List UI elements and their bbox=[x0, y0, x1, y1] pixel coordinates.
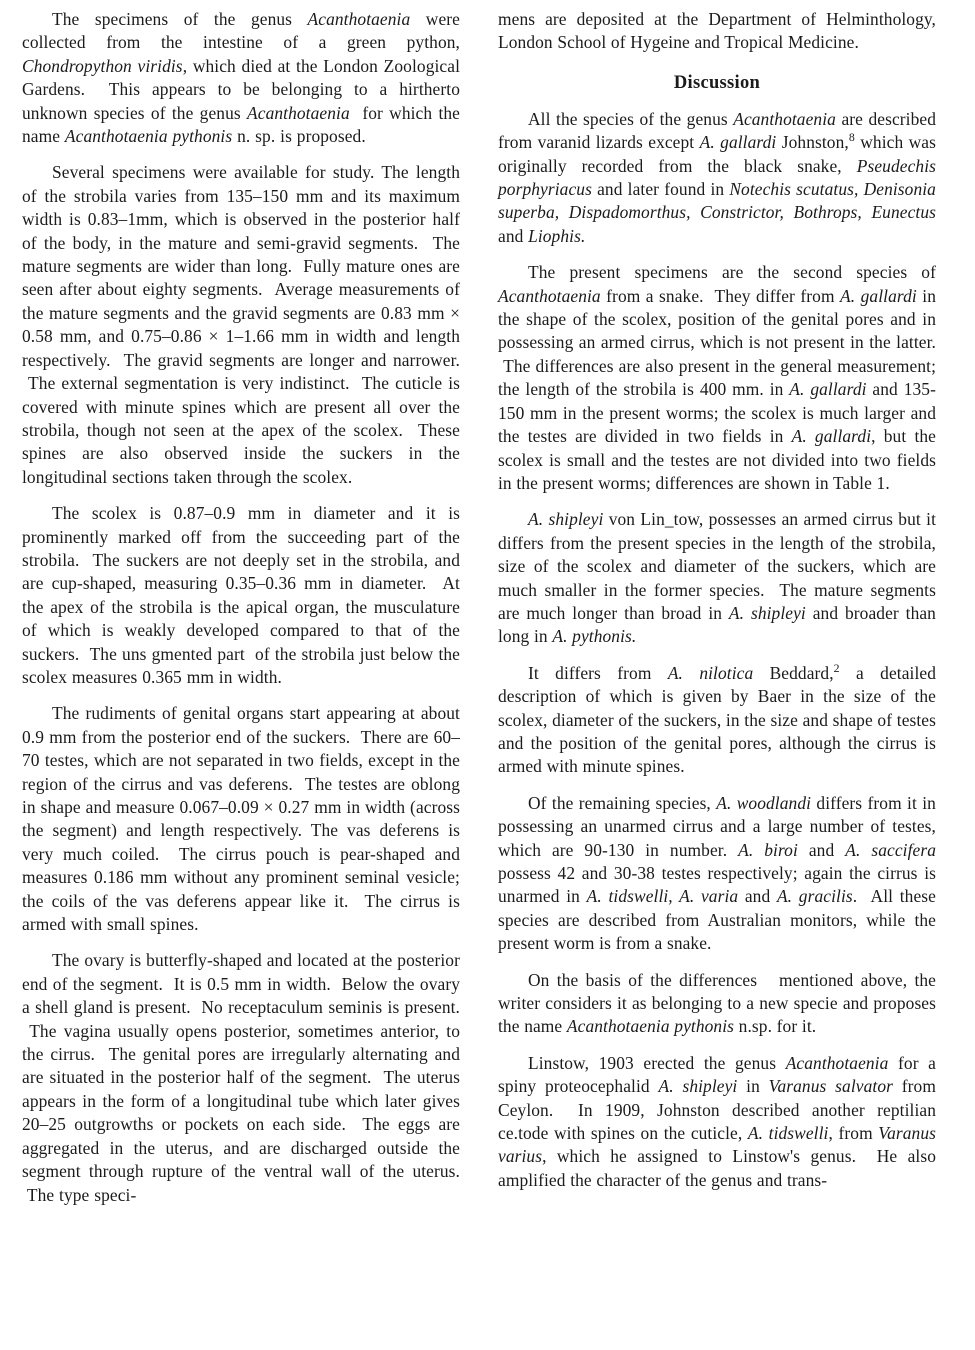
paragraph: On the basis of the differences mentioned above, the writer considers it as belonging to a new specie and proposes the name Acanthotaenia pythonis n.sp. for it. bbox=[498, 969, 936, 1037]
paragraph: The rudiments of genital organs start appearing at about 0.9 mm from the posterior end of the suckers. There are 60–70 testes, which are not separated in two fields, except in the region of the cirrus and vas deferens. The testes are oblong in shape and measure 0.067–0.09 × 0.27 mm in width (across the segment) and length respectively. The vas deferens is very much coiled. The cirrus pouch is pear-shaped and measures 0.186 mm without any prominent seminal vesicle; the coils of the vas deferens appear like it. The cirrus is armed with small spines. bbox=[22, 703, 460, 935]
paragraph: The specimens of the genus Acanthotaenia were collected from the intestine of a green python, Chondropython viridis, which died at the London Zoological Gardens. This appears to be belonging to a hirtherto unknown species of the genus Acanthotaenia for which the name Acanthotaenia pythonis n. sp. is proposed. bbox=[22, 9, 460, 147]
section-heading-discussion: Discussion bbox=[673, 72, 761, 93]
paragraph: Of the remaining species, A. woodlandi differs from it in possessing an unarmed cirrus and a large number of testes, which are 90-130 in number. A. biroi and A. saccifera possess 42 and 30-38 testes respectively; again the cirrus is unarmed in A. tidswelli, A. varia and A. gracilis. All these species are described from Australian monitors, while the present worm is from a snake. bbox=[498, 792, 936, 954]
paragraph: The ovary is butterfly-shaped and located at the posterior end of the segment. It is 0.5 mm in width. Below the ovary a shell gland is present. No receptaculum seminis is present. The vagina usually opens posterior, sometimes anterior, to the cirrus. The genital pores are irregularly alternating and are situated in the posterior half of the segment. The uterus appears in the form of a longitudinal tube which later gives 20–25 outgrowths or pockets on each side. The eggs are aggregated in the uterus, and are discharged outside the segment through rupture of the ventral wall of the uterus. The type speci- bbox=[22, 950, 460, 1205]
paragraph: It differs from A. nilotica Beddard,$^2$ a detailed description of which is given by Baer in the size of the scolex, diameter of the suckers, in the size and shape of testes and the position of the genital pores, although the cirrus is armed with minute spines. bbox=[498, 660, 936, 777]
paragraph: Several specimens were available for study. The length of the strobila varies from 135–150 mm and its maximum width is 0.83–1mm, which is observed in the posterior half of the body, in the mature and semi-gravid segments. The mature segments are wider than long. Fully mature ones are seen after about eighty segments. Average measurements of the mature segments and the gravid segments are 0.83 mm × 0.58 mm, and 0.75–0.86 × 1–1.66 mm in width and length respectively. The gravid segments are longer and narrower. The external segmentation is very indistinct. The cuticle is covered with minute spines which are present all over the strobila, though not seen at the apex of the scolex. These spines are also observed inside the suckers in the longitudinal sections taken through the scolex. bbox=[22, 162, 460, 487]
right-column bbox=[498, 8, 936, 1340]
paragraph: The scolex is 0.87–0.9 mm in diameter and it is prominently marked off from the succeeding part of the strobila. The suckers are not deeply set in the strobila, and are cup-shaped, measuring 0.35–0.36 mm in diameter. At the apex of the strobila is the apical organ, the musculature of which is weakly developed compared to that of the suckers. The uns gmented part of the strobila just below the scolex measures 0.365 mm in width. bbox=[22, 503, 460, 687]
paragraph: The present specimens are the second species of Acanthotaenia from a snake. They differ from A. gallardi in the shape of the scolex, position of the genital pores and in possessing an armed cirrus, which is not present in the latter. The differences are also present in the general measurement; the length of the strobila is 400 mm. in A. gallardi and 135-150 mm in the present worms; the scolex is much larger and the testes are divided in two fields in A. gallardi, but the scolex is small and the testes are not divided into two fields in the present worms; differences are shown in Table 1. bbox=[498, 262, 936, 493]
left-column bbox=[22, 8, 460, 1340]
paragraph-continuation: mens are deposited at the Department of Helminthology, London School of Hygeine and Tropical Medicine. bbox=[498, 9, 936, 53]
paragraph: Linstow, 1903 erected the genus Acanthotaenia for a spiny proteocephalid A. shipleyi in Varanus salvator from Ceylon. In 1909, Johnston described another reptilian ce.tode with spines on the cuticle, A. tidswelli, from Varanus varius, which he assigned to Linstow's genus. He also amplified the character of the genus and trans- bbox=[498, 1052, 937, 1190]
paragraph: A. shipleyi von Lin_tow, possesses an armed cirrus but it differs from the present species in the length of the strobila, size of the scolex and diameter of the suckers, which are much smaller in the former species. The mature segments are much longer than broad in A. shipleyi and broader than long in A. pythonis. bbox=[498, 509, 936, 647]
paragraph: All the species of the genus Acanthotaenia are described from varanid lizards except A. gallardi Johnston,$^8$ which was originally recorded from the black snake, Pseudechis porphyriacus and later found in Notechis scutatus, Denisonia superba, Dispadomorthus, Constrictor, Bothrops, Eunectus and Liophis. bbox=[498, 108, 936, 246]
two-column-body bbox=[22, 8, 953, 1340]
